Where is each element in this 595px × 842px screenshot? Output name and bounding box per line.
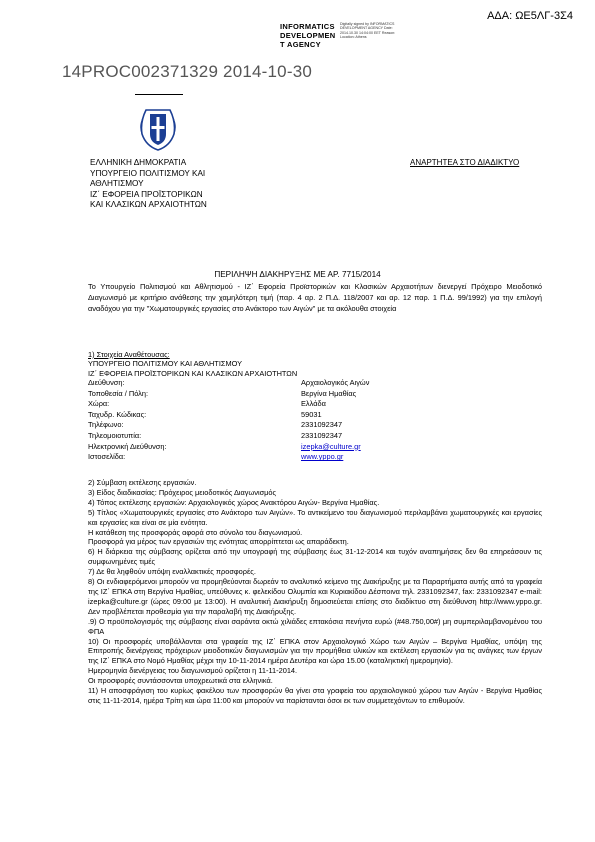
tender-terms	[88, 478, 542, 706]
digital-signature-text: Digitally signed by INFORMATICS DEVELOPMENT AGENCY Date: 2014.10.30 14:04:00 EET Reason: Location: Athens	[340, 22, 396, 39]
term-paragraph: 7) Δε θα ληφθούν υπόψη εναλλακτικές προσφορές.	[88, 567, 256, 577]
detail-label: Ηλεκτρονική Διεύθυνση:	[88, 441, 167, 451]
term-paragraph: 5) Τίτλος «Χωματουργικές εργασίες στο Ανάκτορο των Αιγών». Το αντικείμενο του διαγωνισμού περιλαμβάνει χωματουργικές και εργασίες και εργασίες και είναι σε μία ενότητα.	[88, 507, 542, 527]
website-link[interactable]: www.yppo.gr	[301, 452, 344, 462]
top-rule	[135, 94, 183, 95]
contracting-authority-section	[88, 340, 297, 378]
ministry-header	[90, 158, 207, 211]
detail-label: Χώρα:	[88, 399, 110, 409]
detail-row	[88, 452, 448, 463]
detail-value: Βεργίνα Ημαθίας	[301, 388, 357, 398]
detail-label: Ιστοσελίδα:	[88, 452, 126, 462]
post-online-label: ΑΝΑΡΤΗΤΕΑ ΣΤΟ ΔΙΑΔΙΚΤΥΟ	[410, 158, 520, 167]
term-paragraph: 6) Η διάρκεια της σύμβασης ορίζεται από την υπογραφή της σύμβασης έως 31-12-2014 και τυχόν αναπημήσεις δεν θα επηρεάσουν τις συμφωνημένες τιμές	[88, 547, 542, 567]
term-paragraph: Οι προσφορές συντάσσονται υποχρεωτικά στα ελληνικά.	[88, 676, 273, 686]
signing-agency	[280, 22, 336, 49]
agency-line: T AGENCY	[280, 40, 321, 49]
detail-row	[88, 378, 448, 389]
intro-paragraph: Το Υπουργείο Πολιτισμού και Αθλητισμού - ΙΖ΄ Εφορεία Προϊστορικών και Κλασικών Αρχαιοτήτων διενεργεί Πρόχειρο Μειοδοτικό Διαγωνισμό με κριτήριο ανάθεσης την χαμηλότερη τιμή (παρ. 4 αρ. 2 Π.Δ. 118/2007 και αρ. 12 παρ. 1 Π.Δ. 99/1992) για την επιλογή αναδόχου για την "Χωματουργικές εργασίες στο Ανάκτορο των Αιγών" με τα ακόλουθα στοιχεία	[88, 282, 542, 314]
detail-value: 2331092347	[301, 420, 343, 430]
detail-row	[88, 420, 448, 431]
proc-number: 14PROC002371329 2014-10-30	[62, 62, 312, 81]
authority-details	[88, 378, 448, 463]
detail-label: Τηλέφωνο:	[88, 420, 124, 430]
term-paragraph: 4) Τόπος εκτέλεσης εργασιών: Αρχαιολογικός χώρος Ανακτόρου Αιγών- Βεργίνα Ημαθίας.	[88, 497, 380, 507]
ministry-line: ΕΛΛΗΝΙΚΗ ΔΗΜΟΚΡΑΤΙΑ	[90, 158, 187, 167]
agency-line: INFORMATICS	[280, 22, 335, 31]
term-paragraph: Ημερομηνία διενέργειας του διαγωνισμού ορίζεται η 11-11-2014.	[88, 666, 298, 676]
detail-row	[88, 431, 448, 442]
term-paragraph: 10) Οι προσφορές υποβάλλονται στα γραφεία της ΙΖ΄ ΕΠΚΑ στον Αρχαιολογικό Χώρο των Αιγών – Βεργίνα Ημαθίας, υπόψη της Επιτροπής διενέργειας πρόχειρων μειοδοτικών διαγωνισμών για την προμήθεια υλικών και εκτέλεση εργασιών για τις ανάγκες των έργων της ΙΖ΄ ΕΠΚΑ στο Νομό Ημαθίας μέχρι την 10-11-2014 ημέρα Δευτέρα και ώρα 15.00 (καταληκτική ημερομηνία).	[88, 636, 542, 666]
org-line: ΥΠΟΥΡΓΕΙΟ ΠΟΛΙΤΙΣΜΟΥ ΚΑΙ ΑΘΛΗΤΙΣΜΟΥ	[88, 359, 243, 369]
term-paragraph: 2) Σύμβαση εκτέλεσης εργασιών.	[88, 478, 197, 487]
email-link[interactable]: izepka@culture.gr	[301, 441, 361, 451]
detail-row	[88, 389, 448, 400]
greek-coat-of-arms-icon	[136, 104, 180, 152]
detail-value: 2331092347	[301, 430, 343, 440]
detail-row	[88, 442, 448, 453]
term-paragraph: .9) Ο προϋπολογισμός της σύμβασης είναι σαράντα οκτώ χιλιάδες επτακόσια πενήντα ευρώ (#48.750,00#) μη συμπεριλαμβανομένου του ΦΠΑ	[88, 616, 542, 636]
ministry-line: ΙΖ΄ ΕΦΟΡΕΙΑ ΠΡΟΪΣΤΟΡΙΚΩΝ	[90, 189, 203, 199]
ada-code: ΑΔΑ: ΩΕ5ΛΓ-3Σ4	[487, 10, 573, 22]
ministry-line: ΥΠΟΥΡΓΕΙΟ ΠΟΛΙΤΙΣΜΟΥ ΚΑΙ	[90, 168, 206, 178]
section-heading: 1) Στοιχεία Αναθέτουσας:	[88, 350, 170, 359]
org-line: ΙΖ΄ ΕΦΟΡΕΙΑ ΠΡΟΪΣΤΟΡΙΚΩΝ ΚΑΙ ΚΛΑΣΙΚΩΝ ΑΡΧΑΙΟΤΗΤΩΝ	[88, 368, 298, 378]
term-paragraph: Η κατάθεση της προσφοράς αφορά στο σύνολο του διαγωνισμού.	[88, 527, 303, 537]
detail-value: Ελλάδα	[301, 399, 326, 409]
detail-value: Αρχαιολογικός Αιγών	[301, 378, 370, 387]
detail-label: Τηλεομοιοτυπία:	[88, 430, 142, 440]
detail-label: Ταχυδρ. Κώδικας:	[88, 409, 147, 419]
detail-row	[88, 410, 448, 421]
term-paragraph: Προσφορά για μέρος των εργασιών της ενότητας απορρίπτεται ως απαράδεκτη.	[88, 537, 349, 547]
ministry-line: ΚΑΙ ΚΛΑΣΙΚΩΝ ΑΡΧΑΙΟΤΗΤΩΝ	[90, 200, 207, 209]
term-paragraph: 3) Είδος διαδικασίας: Πρόχειρος μειοδοτικός Διαγωνισμός	[88, 487, 277, 497]
detail-value: 59031	[301, 409, 322, 419]
ministry-line: ΑΘΛΗΤΙΣΜΟΥ	[90, 179, 144, 188]
agency-line: DEVELOPMEN	[280, 31, 336, 40]
detail-label: Τοποθεσία / Πόλη:	[88, 388, 149, 398]
document-title: ΠΕΡΙΛΗΨΗ ΔΙΑΚΗΡΥΞΗΣ ΜΕ ΑΡ. 7715/2014	[214, 270, 381, 279]
term-paragraph: 11) Η αποσφράγιση του κυρίως φακέλου των προσφορών θα γίνει στα γραφεία του αρχαιολογικού χώρου των Αιγών - Βεργίνα Ημαθίας στις 11-11-2014, ημέρα Τρίτη και ώρα 11:00 και μπορούν να παρίστανται όσοι εκ των συμμετεχόντων το επιθυμούν.	[88, 686, 542, 705]
term-paragraph: 8) Οι ενδιαφερόμενοι μπορούν να προμηθεύονται δωρεάν το αναλυτικό κείμενο της Διακήρυξης με τα Παραρτήματα αυτής από τα γραφεία της ΙΖ΄ ΕΠΚΑ στη Βεργίνα Ημαθίας, υπεύθυνες κ. φελεκίδου Ολυμπία και Κυριακίδου Δέσποινα τηλ. 2331092347, fax: 2331092347 e-mail: izepka@culture.gr (ώρες 09:00 με 13:00). Η αναλυτική Διακήρυξη δημοσιεύεται επίσης στο διαδίκτυο στη διεύθυνση http://www.yppo.gr. Δεν προβλέπεται προθεσμία για την παραλαβή της Διακήρυξης.	[88, 577, 542, 616]
detail-row	[88, 399, 448, 410]
detail-label: Διεύθυνση:	[88, 378, 125, 387]
